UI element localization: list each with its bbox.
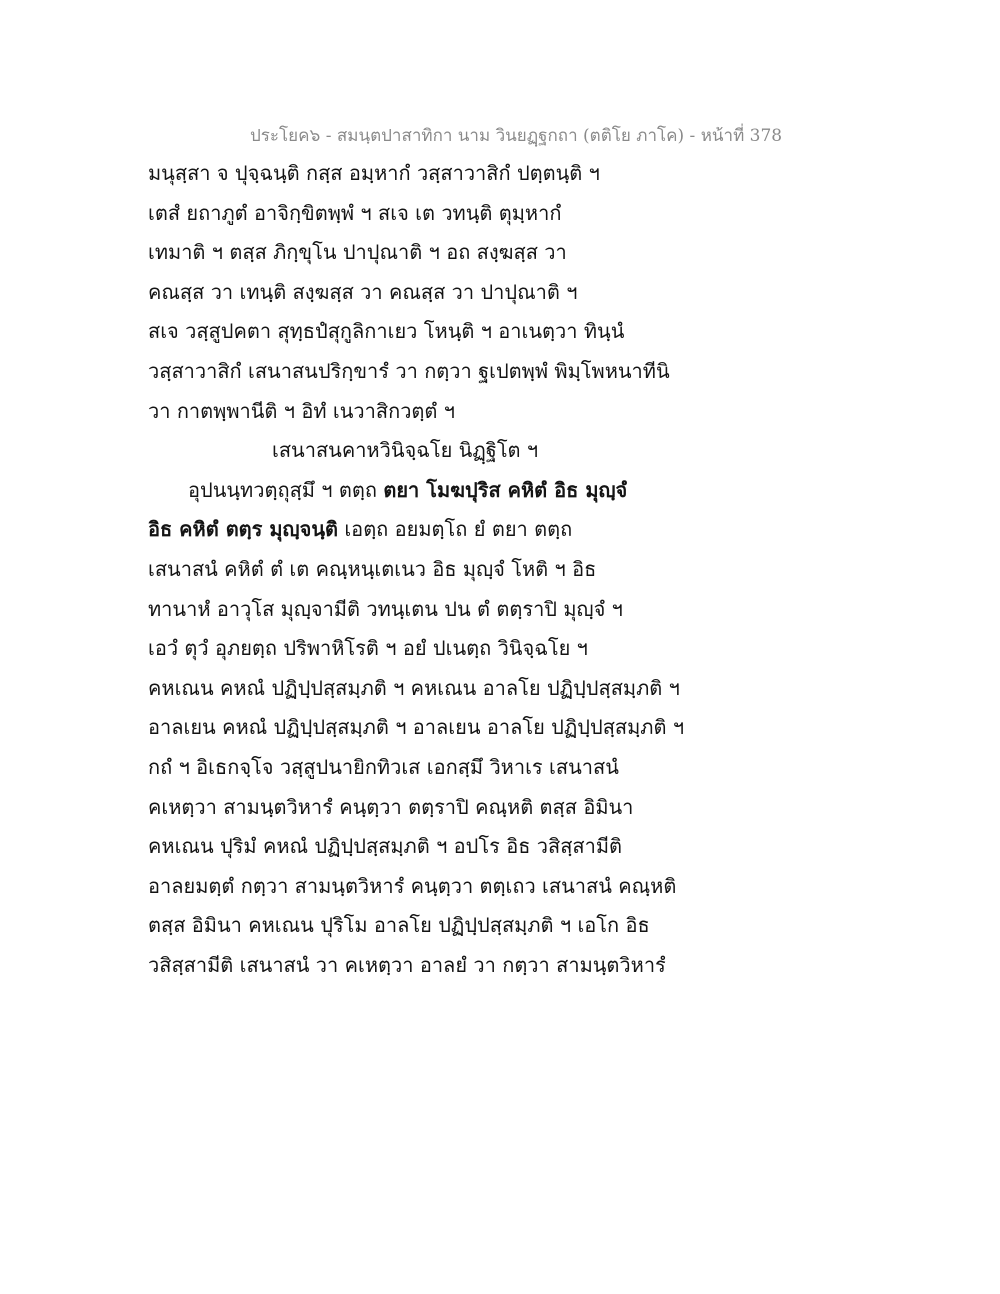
text-line: วสฺสาวาสิกํ เสนาสนปริกฺขารํ วา กตฺวา ฐเปตพฺพํ พิมฺโพหนาทีนิ xyxy=(148,358,670,383)
text-line: เสนาสนํ คหิตํ ตํ เต คณฺหนฺเตเนว อิธ มุญฺจํ โหติ ฯ อิธ xyxy=(148,556,597,581)
text-line: คหเณน คหณํ ปฏิปฺปสฺสมฺภติ ฯ คหเณน อาลโย ปฏิปฺปสฺสมฺภติ ฯ xyxy=(148,675,680,700)
text-line: สเจ วสฺสูปคตา สุทฺธปํสุกูลิกาเยว โหนฺติ ฯ อาเนตฺวา ทินฺนํ xyxy=(148,319,625,344)
text-line: ทานาหํ อาวุโส มุญฺจามีติ วทนฺเตน ปน ตํ ตตฺราปิ มุญฺจํ ฯ xyxy=(148,596,623,621)
text-line xyxy=(148,510,708,550)
text-line: คหเณน ปุริมํ คหณํ ปฏิปฺปสฺสมฺภติ ฯ อปโร อิธ วสิสฺสามีติ xyxy=(148,834,623,859)
text-line: วสิสฺสามีติ เสนาสนํ วา คเหตฺวา อาลยํ วา กตฺวา สามนฺตวิหารํ xyxy=(148,952,666,977)
text-line: คเหตฺวา สามนฺตวิหารํ คนฺตฺวา ตตฺราปิ คณฺหติ ตสฺส อิมินา xyxy=(148,794,634,819)
line-suffix: เอตฺถ อยมตฺโถ ยํ ตยา ตตฺถ xyxy=(337,517,573,542)
paragraph-first-line xyxy=(148,471,708,511)
text-line: วา กาตพฺพานีติ ฯ อิทํ เนวาสิกวตฺตํ ฯ xyxy=(148,398,455,423)
body-text xyxy=(148,154,708,985)
bold-quote: ตยา โมฆปุริส คหิตํ อิธ มุญฺจํ xyxy=(383,477,628,502)
text-line: เตสํ ยถาภูตํ อาจิกฺขิตพฺพํ ฯ สเจ เต วทนฺติ ตุมฺหากํ xyxy=(148,200,562,225)
text-line: อาลยมตฺตํ กตฺวา สามนฺตวิหารํ คนฺตฺวา ตตฺเถว เสนาสนํ คณฺหติ xyxy=(148,873,677,898)
section-heading: เสนาสนคาหวินิจฺฉโย นิฏฺฐิโต ฯ xyxy=(272,438,539,463)
line-prefix: อุปนนฺทวตฺถุสฺมึ ฯ ตตฺถ xyxy=(188,477,384,502)
text-line: มนุสฺสา จ ปุจฺฉนฺติ กสฺส อมฺหากํ วสฺสาวาสิกํ ปตฺตนฺติ ฯ xyxy=(148,161,600,185)
text-line: คณสฺส วา เทนฺติ สงฺฆสฺส วา คณสฺส วา ปาปุณาติ ฯ xyxy=(148,279,578,304)
text-line: เทมาติ ฯ ตสฺส ภิกฺขุโน ปาปุณาติ ฯ อถ สงฺฆสฺส วา xyxy=(148,240,567,265)
bold-quote: อิธ คหิตํ ตตฺร มุญฺจนฺติ xyxy=(148,517,338,542)
text-line: ตสฺส อิมินา คหเณน ปุริโม อาลโย ปฏิปฺปสฺสมฺภติ ฯ เอโก อิธ xyxy=(148,913,650,938)
text-line: กถํ ฯ อิเธกจฺโจ วสฺสูปนายิกทิวเส เอกสฺมึ วิหาเร เสนาสนํ xyxy=(148,754,619,779)
text-line: อาลเยน คหณํ ปฏิปฺปสฺสมฺภติ ฯ อาลเยน อาลโย ปฏิปฺปสฺสมฺภติ ฯ xyxy=(148,715,685,740)
text-line: เอวํ ตุวํ อุภยตฺถ ปริพาหิโรติ ฯ อยํ ปเนตฺถ วินิจฺฉโย ฯ xyxy=(148,636,588,661)
running-header: ประโยค๖ - สมนฺตปาสาทิกา นาม วินยฏฺฐกถา (ตติโย ภาโค) - หน้าที่ 378 xyxy=(250,126,783,146)
